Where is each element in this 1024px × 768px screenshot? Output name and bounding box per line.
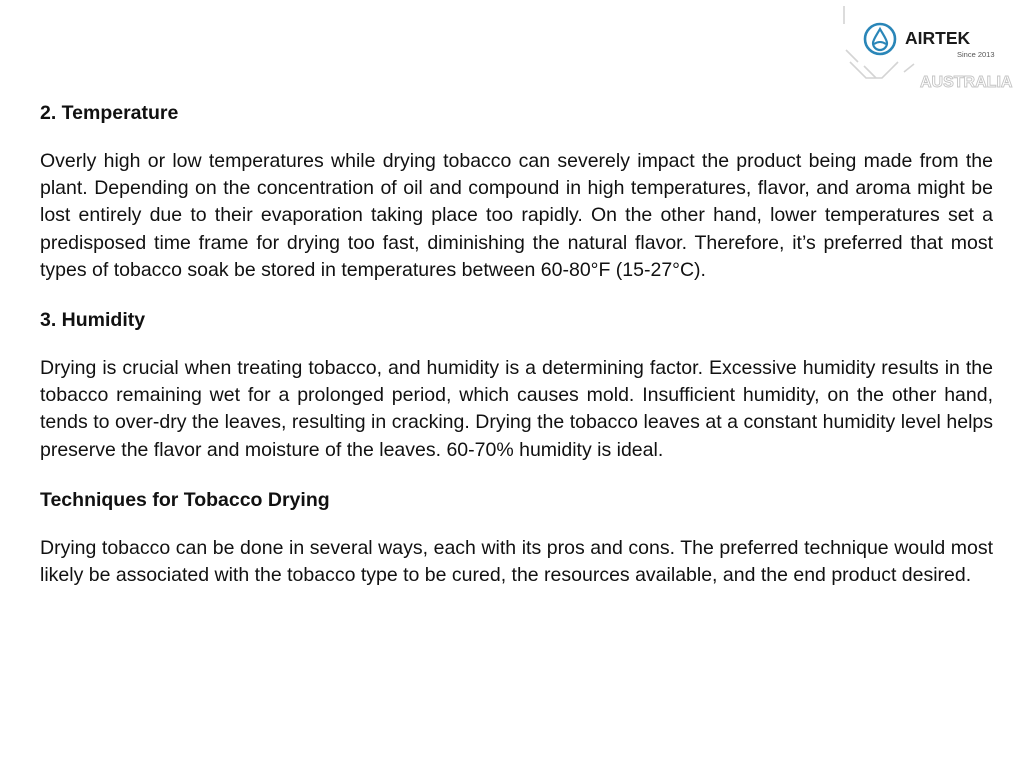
document-body xyxy=(40,100,993,589)
airtek-logo xyxy=(842,6,1024,92)
logo-since-text: Since 2013 xyxy=(957,50,995,59)
section-body-humidity: Drying is crucial when treating tobacco, and humidity is a determining factor. Excessive humidity results in the tobacco remaining wet for a prolonged period, which causes mold. Insufficient humidity, on the other hand, tends to over-dry the leaves, resulting in cracking. Drying the tobacco leaves at a constant humidity level helps preserve the flavor and moisture of the leaves. 60-70% humidity is ideal. xyxy=(40,357,993,461)
section-body-temperature: Overly high or low temperatures while drying tobacco can severely impact the product being made from the plant. Depending on the concentration of oil and compound in high temperatures, flavor, and aroma might be lost entirely due to their evaporation taking place too rapidly. On the other hand, lower temperatures set a predisposed time frame for drying too fast, diminishing the natural flavor. Therefore, it’s preferred that most types of tobacco soak be stored in temperatures between 60-80°F (15-27°C). xyxy=(40,150,993,281)
droplet-icon xyxy=(865,24,895,54)
logo-brand-text: AIRTEK xyxy=(905,28,971,48)
section-heading-humidity: 3. Humidity xyxy=(40,309,146,332)
section-body-techniques: Drying tobacco can be done in several ways, each with its pros and cons. The preferred technique would most likely be associated with the tobacco type to be cured, the resources available, and the end product desired. xyxy=(40,536,993,587)
section-heading-techniques: Techniques for Tobacco Drying xyxy=(40,488,330,511)
section-heading-temperature: 2. Temperature xyxy=(40,102,179,124)
logo-region-text: AUSTRALIA xyxy=(920,74,1013,91)
